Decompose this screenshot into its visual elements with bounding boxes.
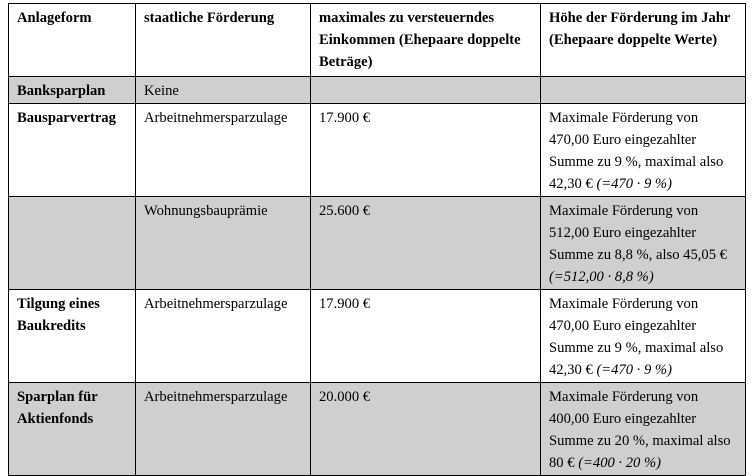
cell-anlageform: Bausparvertrag <box>9 104 136 197</box>
cell-anlageform: Banksparplan <box>9 77 136 104</box>
cell-foerderung: Arbeitnehmersparzulage <box>136 383 311 476</box>
cell-anlageform <box>9 197 136 290</box>
table-row <box>9 77 746 104</box>
header-anlageform: Anlageform <box>9 4 136 77</box>
table-row <box>9 290 746 383</box>
cell-hoehe-text: Maximale Förderung von 400,00 Euro eingezahlter Summe zu 20 %, maximal also 80 € <box>549 389 731 471</box>
cell-anlageform: Tilgung eines Baukredits <box>9 290 136 383</box>
table-row <box>9 383 746 476</box>
cell-hoehe-text: Maximale Förderung von 512,00 Euro eingezahlter Summe zu 8,8 %, also 45,05 € <box>549 203 727 263</box>
table-row <box>9 197 746 290</box>
cell-hoehe <box>541 104 746 197</box>
cell-hoehe-formula: (=512,00 · 8,8 %) <box>549 269 654 285</box>
cell-foerderung: Arbeitnehmersparzulage <box>136 104 311 197</box>
cell-hoehe <box>541 383 746 476</box>
cell-anlageform: Sparplan für Aktienfonds <box>9 383 136 476</box>
cell-einkommen <box>311 77 541 104</box>
cell-hoehe <box>541 290 746 383</box>
cell-foerderung: Keine <box>136 77 311 104</box>
header-staatliche-foerderung: staatliche Förderung <box>136 4 311 77</box>
cell-foerderung: Arbeitnehmersparzulage <box>136 290 311 383</box>
cell-hoehe-formula: (=470 · 9 %) <box>596 362 672 378</box>
cell-hoehe <box>541 197 746 290</box>
cell-hoehe-formula: (=400 · 20 %) <box>578 455 661 471</box>
cell-einkommen: 25.600 € <box>311 197 541 290</box>
cell-einkommen: 20.000 € <box>311 383 541 476</box>
cell-foerderung: Wohnungsbauprämie <box>136 197 311 290</box>
cell-einkommen: 17.900 € <box>311 290 541 383</box>
cell-hoehe-text: Maximale Förderung von 470,00 Euro eingezahlter Summe zu 9 %, maximal also 42,30 € <box>549 110 724 192</box>
header-hoehe-foerderung: Höhe der Förderung im Jahr (Ehepaare doppelte Werte) <box>541 4 746 77</box>
table-header-row <box>9 4 746 77</box>
cell-hoehe-formula: (=470 · 9 %) <box>596 176 672 192</box>
cell-hoehe <box>541 77 746 104</box>
header-max-einkommen: maximales zu versteuerndes Einkommen (Ehepaare doppelte Beträge) <box>311 4 541 77</box>
cell-einkommen: 17.900 € <box>311 104 541 197</box>
foerderung-table <box>8 3 746 476</box>
table-row <box>9 104 746 197</box>
cell-hoehe-text: Maximale Förderung von 470,00 Euro eingezahlter Summe zu 9 %, maximal also 42,30 € <box>549 296 724 378</box>
